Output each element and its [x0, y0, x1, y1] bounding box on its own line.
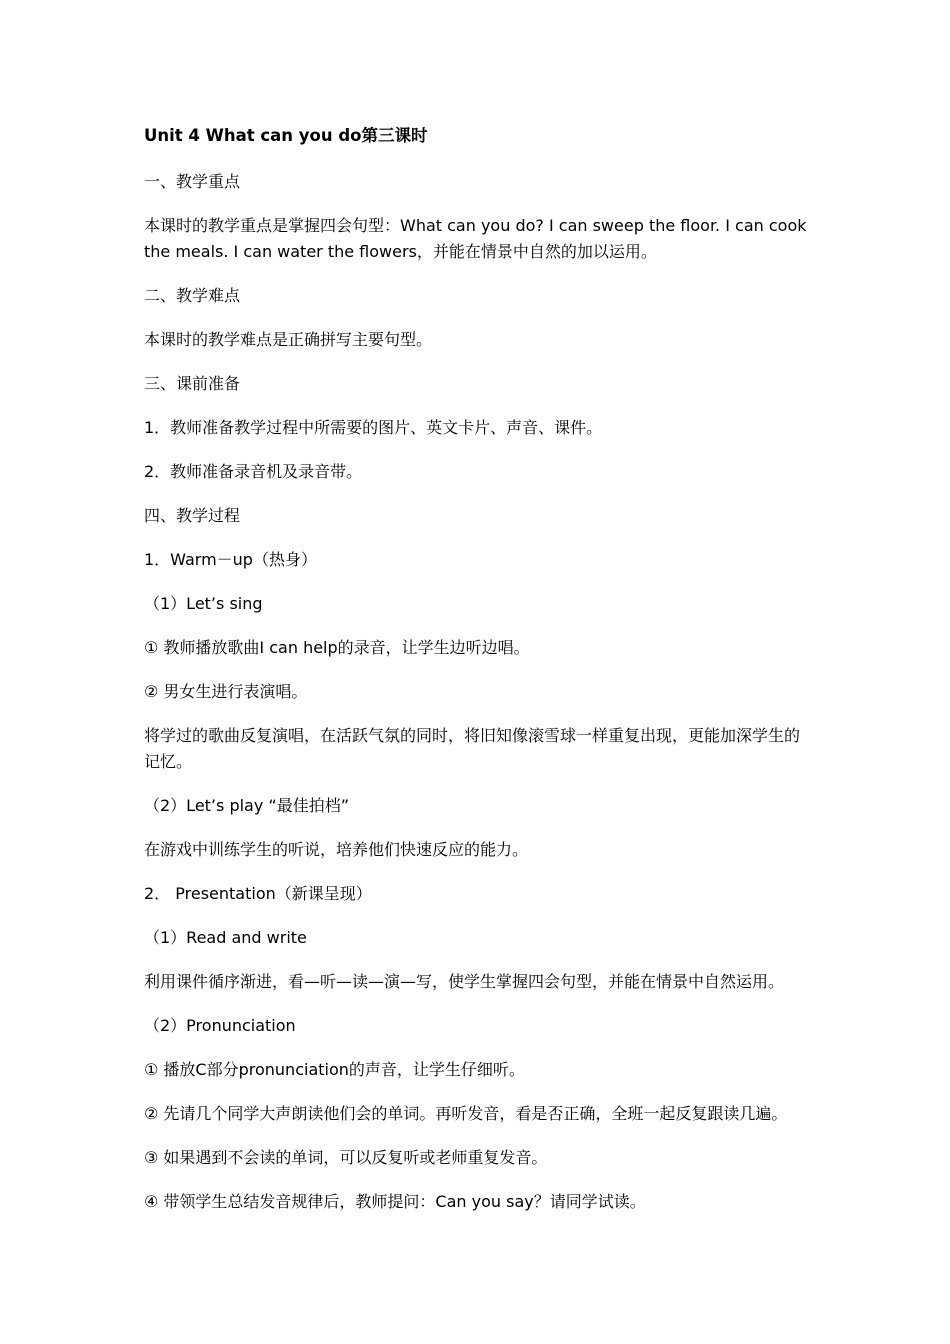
sub-heading-lets-sing: （1）Let’s sing: [144, 594, 263, 613]
document-page: [144, 125, 812, 1233]
paragraph-key-points: 本课时的教学重点是掌握四会句型：What can you do? I can sweep the floor. I can cook the meals. I can water the flowers，并能在情景中自然的加以运用。: [144, 216, 807, 261]
list-item-preparation-2: 2．教师准备录音机及录音带。: [144, 462, 363, 481]
step-heading-presentation: 2． Presentation（新课呈现）: [144, 884, 372, 903]
list-item-preparation-1: 1．教师准备教学过程中所需要的图片、英文卡片、声音、课件。: [144, 418, 603, 437]
document-title: Unit 4 What can you do第三课时: [144, 126, 428, 145]
step-heading-warm-up: 1．Warm－up（热身）: [144, 550, 317, 569]
sub-heading-read-and-write: （1）Read and write: [144, 928, 307, 947]
paragraph-read-and-write: 利用课件循序渐进，看—听—读—演—写，使学生掌握四会句型，并能在情景中自然运用。: [144, 972, 785, 991]
list-item-pronunciation-3: ③ 如果遇到不会读的单词，可以反复听或老师重复发音。: [144, 1148, 548, 1167]
sub-heading-pronunciation: （2）Pronunciation: [144, 1016, 296, 1035]
list-item-sing-2: ② 男女生进行表演唱。: [144, 682, 308, 701]
paragraph-play-note: 在游戏中训练学生的听说，培养他们快速反应的能力。: [144, 840, 529, 859]
paragraph-sing-note: 将学过的歌曲反复演唱，在活跃气氛的同时，将旧知像滚雪球一样重复出现，更能加深学生的记忆。: [144, 726, 801, 771]
section-heading-difficulties: 二、教学难点: [144, 286, 241, 305]
section-heading-preparation: 三、课前准备: [144, 374, 241, 393]
section-heading-key-points: 一、教学重点: [144, 172, 241, 191]
list-item-pronunciation-4: ④ 带领学生总结发音规律后，教师提问：Can you say？请同学试读。: [144, 1192, 646, 1211]
list-item-pronunciation-2: ② 先请几个同学大声朗读他们会的单词。再听发音，看是否正确，全班一起反复跟读几遍。: [144, 1104, 788, 1123]
sub-heading-lets-play: （2）Let’s play “最佳拍档”: [144, 796, 349, 815]
paragraph-difficulties: 本课时的教学难点是正确拼写主要句型。: [144, 330, 433, 349]
list-item-pronunciation-1: ① 播放C部分pronunciation的声音，让学生仔细听。: [144, 1060, 525, 1079]
section-heading-process: 四、教学过程: [144, 506, 241, 525]
list-item-sing-1: ① 教师播放歌曲I can help的录音，让学生边听边唱。: [144, 638, 530, 657]
